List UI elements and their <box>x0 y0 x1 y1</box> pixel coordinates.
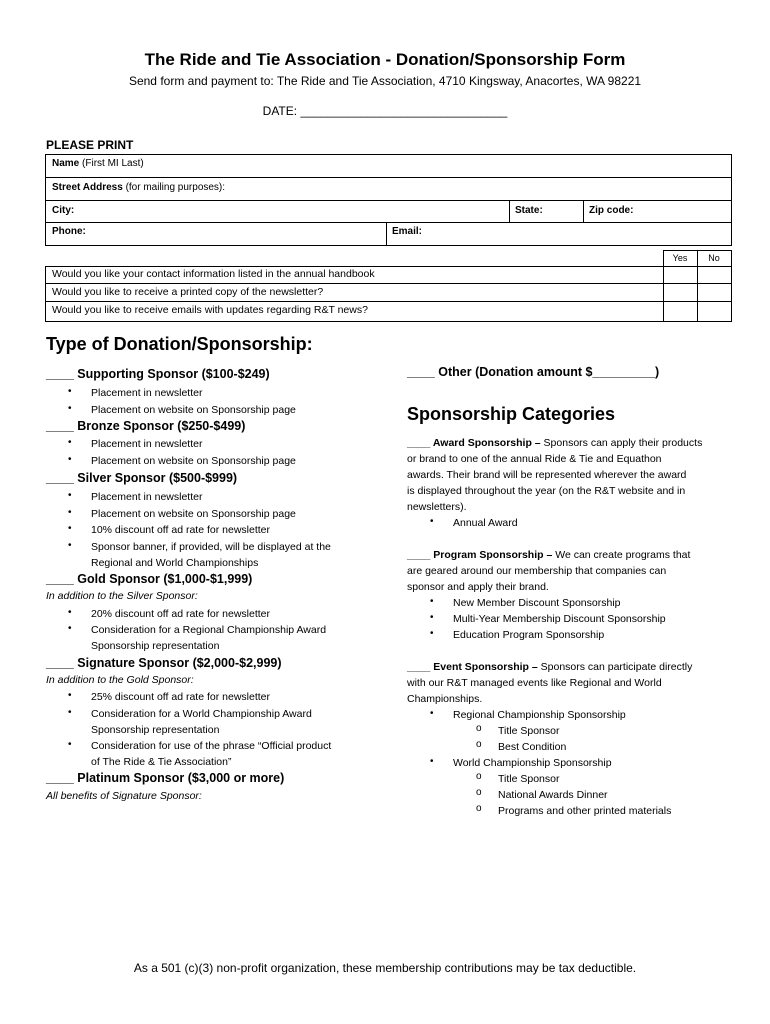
list-item: World Championship Sponsorship <box>453 757 612 769</box>
handbook-no-checkbox[interactable] <box>698 267 731 283</box>
program-sponsorship-option[interactable]: ____ Program Sponsorship – <box>407 549 553 561</box>
form-title: The Ride and Tie Association - Donation/Sponsorship Form <box>144 50 626 69</box>
list-item: Regional Championship Sponsorship <box>453 709 626 721</box>
list-item: Consideration for a World Championship Award <box>91 708 312 720</box>
list-item: Placement on website on Sponsorship page <box>91 404 296 416</box>
handbook-yes-checkbox[interactable] <box>664 267 697 283</box>
list-item: 10% discount off ad rate for newsletter <box>91 524 270 536</box>
platinum-note: All benefits of Signature Sponsor: <box>46 790 202 802</box>
list-item: Annual Award <box>453 517 518 529</box>
supporting-sponsor-option[interactable]: ____ Supporting Sponsor ($100-$249) <box>46 367 270 381</box>
phone-field[interactable]: Phone: <box>52 226 86 237</box>
list-item: 25% discount off ad rate for newsletter <box>91 691 270 703</box>
no-column-header: No <box>708 253 720 263</box>
emails-yes-checkbox[interactable] <box>664 302 697 321</box>
bronze-sponsor-option[interactable]: ____ Bronze Sponsor ($250-$499) <box>46 419 246 433</box>
state-field[interactable]: State: <box>515 205 543 216</box>
silver-sponsor-option[interactable]: ____ Silver Sponsor ($500-$999) <box>46 471 238 485</box>
list-item: Sponsor banner, if provided, will be displayed at the <box>91 541 331 553</box>
list-item-continued: Sponsorship representation <box>91 724 220 736</box>
list-item: Placement in newsletter <box>91 491 203 503</box>
email-field[interactable]: Email: <box>392 226 423 237</box>
zip-code-field[interactable]: Zip code: <box>589 205 634 216</box>
name-field[interactable]: Name (First MI Last) <box>52 158 144 169</box>
list-item: Placement in newsletter <box>91 438 203 450</box>
sub-list-item: Programs and other printed materials <box>498 805 672 817</box>
sub-list-item: Title Sponsor <box>498 773 560 785</box>
event-sponsorship-text: ____ Event Sponsorship – Sponsors can participate directly with our R&T managed events like Regional and World Championships. <box>407 661 693 705</box>
street-address-field[interactable]: Street Address (for mailing purposes): <box>52 182 226 193</box>
sponsorship-categories-heading: Sponsorship Categories <box>407 404 616 424</box>
newsletter-question: Would you like to receive a printed copy of the newsletter? <box>52 286 324 298</box>
yes-column-header: Yes <box>672 253 688 263</box>
list-item-continued: Regional and World Championships <box>91 557 259 569</box>
contact-info-box <box>45 154 732 246</box>
list-item: Education Program Sponsorship <box>453 629 605 641</box>
tax-deductible-note: As a 501 (c)(3) non-profit organization, these membership contributions may be tax deductible. <box>133 961 637 975</box>
newsletter-no-checkbox[interactable] <box>698 284 731 301</box>
send-to-address: Send form and payment to: The Ride and Tie Association, 4710 Kingsway, Anacortes, WA 98221 <box>128 74 642 88</box>
donation-type-heading: Type of Donation/Sponsorship: <box>46 334 313 354</box>
handbook-question: Would you like your contact information listed in the annual handbook <box>52 268 375 280</box>
emails-no-checkbox[interactable] <box>698 302 731 321</box>
award-sponsorship-text: ____ Award Sponsorship – Sponsors can apply their products or brand to one of the annual Ride & Tie and Equathon awards. Their brand will be represented wherever the award is displayed throughout the year (on the R&T website and in newsletters). <box>407 437 703 513</box>
list-item: Consideration for use of the phrase “Official product <box>91 740 332 752</box>
list-item: Placement in newsletter <box>91 387 203 399</box>
signature-sponsor-option[interactable]: ____ Signature Sponsor ($2,000-$2,999) <box>46 656 282 670</box>
sub-list-item: National Awards Dinner <box>498 789 608 801</box>
newsletter-yes-checkbox[interactable] <box>664 284 697 301</box>
list-item-continued: Sponsorship representation <box>91 640 220 652</box>
signature-note: In addition to the Gold Sponsor: <box>46 674 194 686</box>
gold-sponsor-option[interactable]: ____ Gold Sponsor ($1,000-$1,999) <box>46 572 253 586</box>
event-sponsorship-option[interactable]: ____ Event Sponsorship – <box>407 661 538 673</box>
city-field[interactable]: City: <box>52 205 75 216</box>
other-donation-option[interactable]: ____ Other (Donation amount $_________) <box>407 365 660 379</box>
list-item: Placement on website on Sponsorship page <box>91 455 296 467</box>
list-item-continued: of The Ride & Tie Association” <box>91 756 232 768</box>
program-sponsorship-text: ____ Program Sponsorship – We can create programs that are geared around our membership that companies can sponsor and apply their brand. <box>407 549 691 593</box>
award-sponsorship-option[interactable]: ____ Award Sponsorship – <box>407 437 541 449</box>
list-item: 20% discount off ad rate for newsletter <box>91 608 270 620</box>
platinum-sponsor-option[interactable]: ____ Platinum Sponsor ($3,000 or more) <box>46 771 285 785</box>
sub-list-item: Best Condition <box>498 741 567 753</box>
please-print-label: PLEASE PRINT <box>46 138 134 152</box>
list-item: Placement on website on Sponsorship page <box>91 508 296 520</box>
sub-list-item: Title Sponsor <box>498 725 560 737</box>
emails-question: Would you like to receive emails with updates regarding R&T news? <box>52 304 368 316</box>
list-item: Consideration for a Regional Championship Award <box>91 624 327 636</box>
list-item: New Member Discount Sponsorship <box>453 597 621 609</box>
gold-note: In addition to the Silver Sponsor: <box>46 590 198 602</box>
list-item: Multi-Year Membership Discount Sponsorship <box>453 613 666 625</box>
date-field[interactable]: DATE: _______________________________ <box>262 104 508 118</box>
